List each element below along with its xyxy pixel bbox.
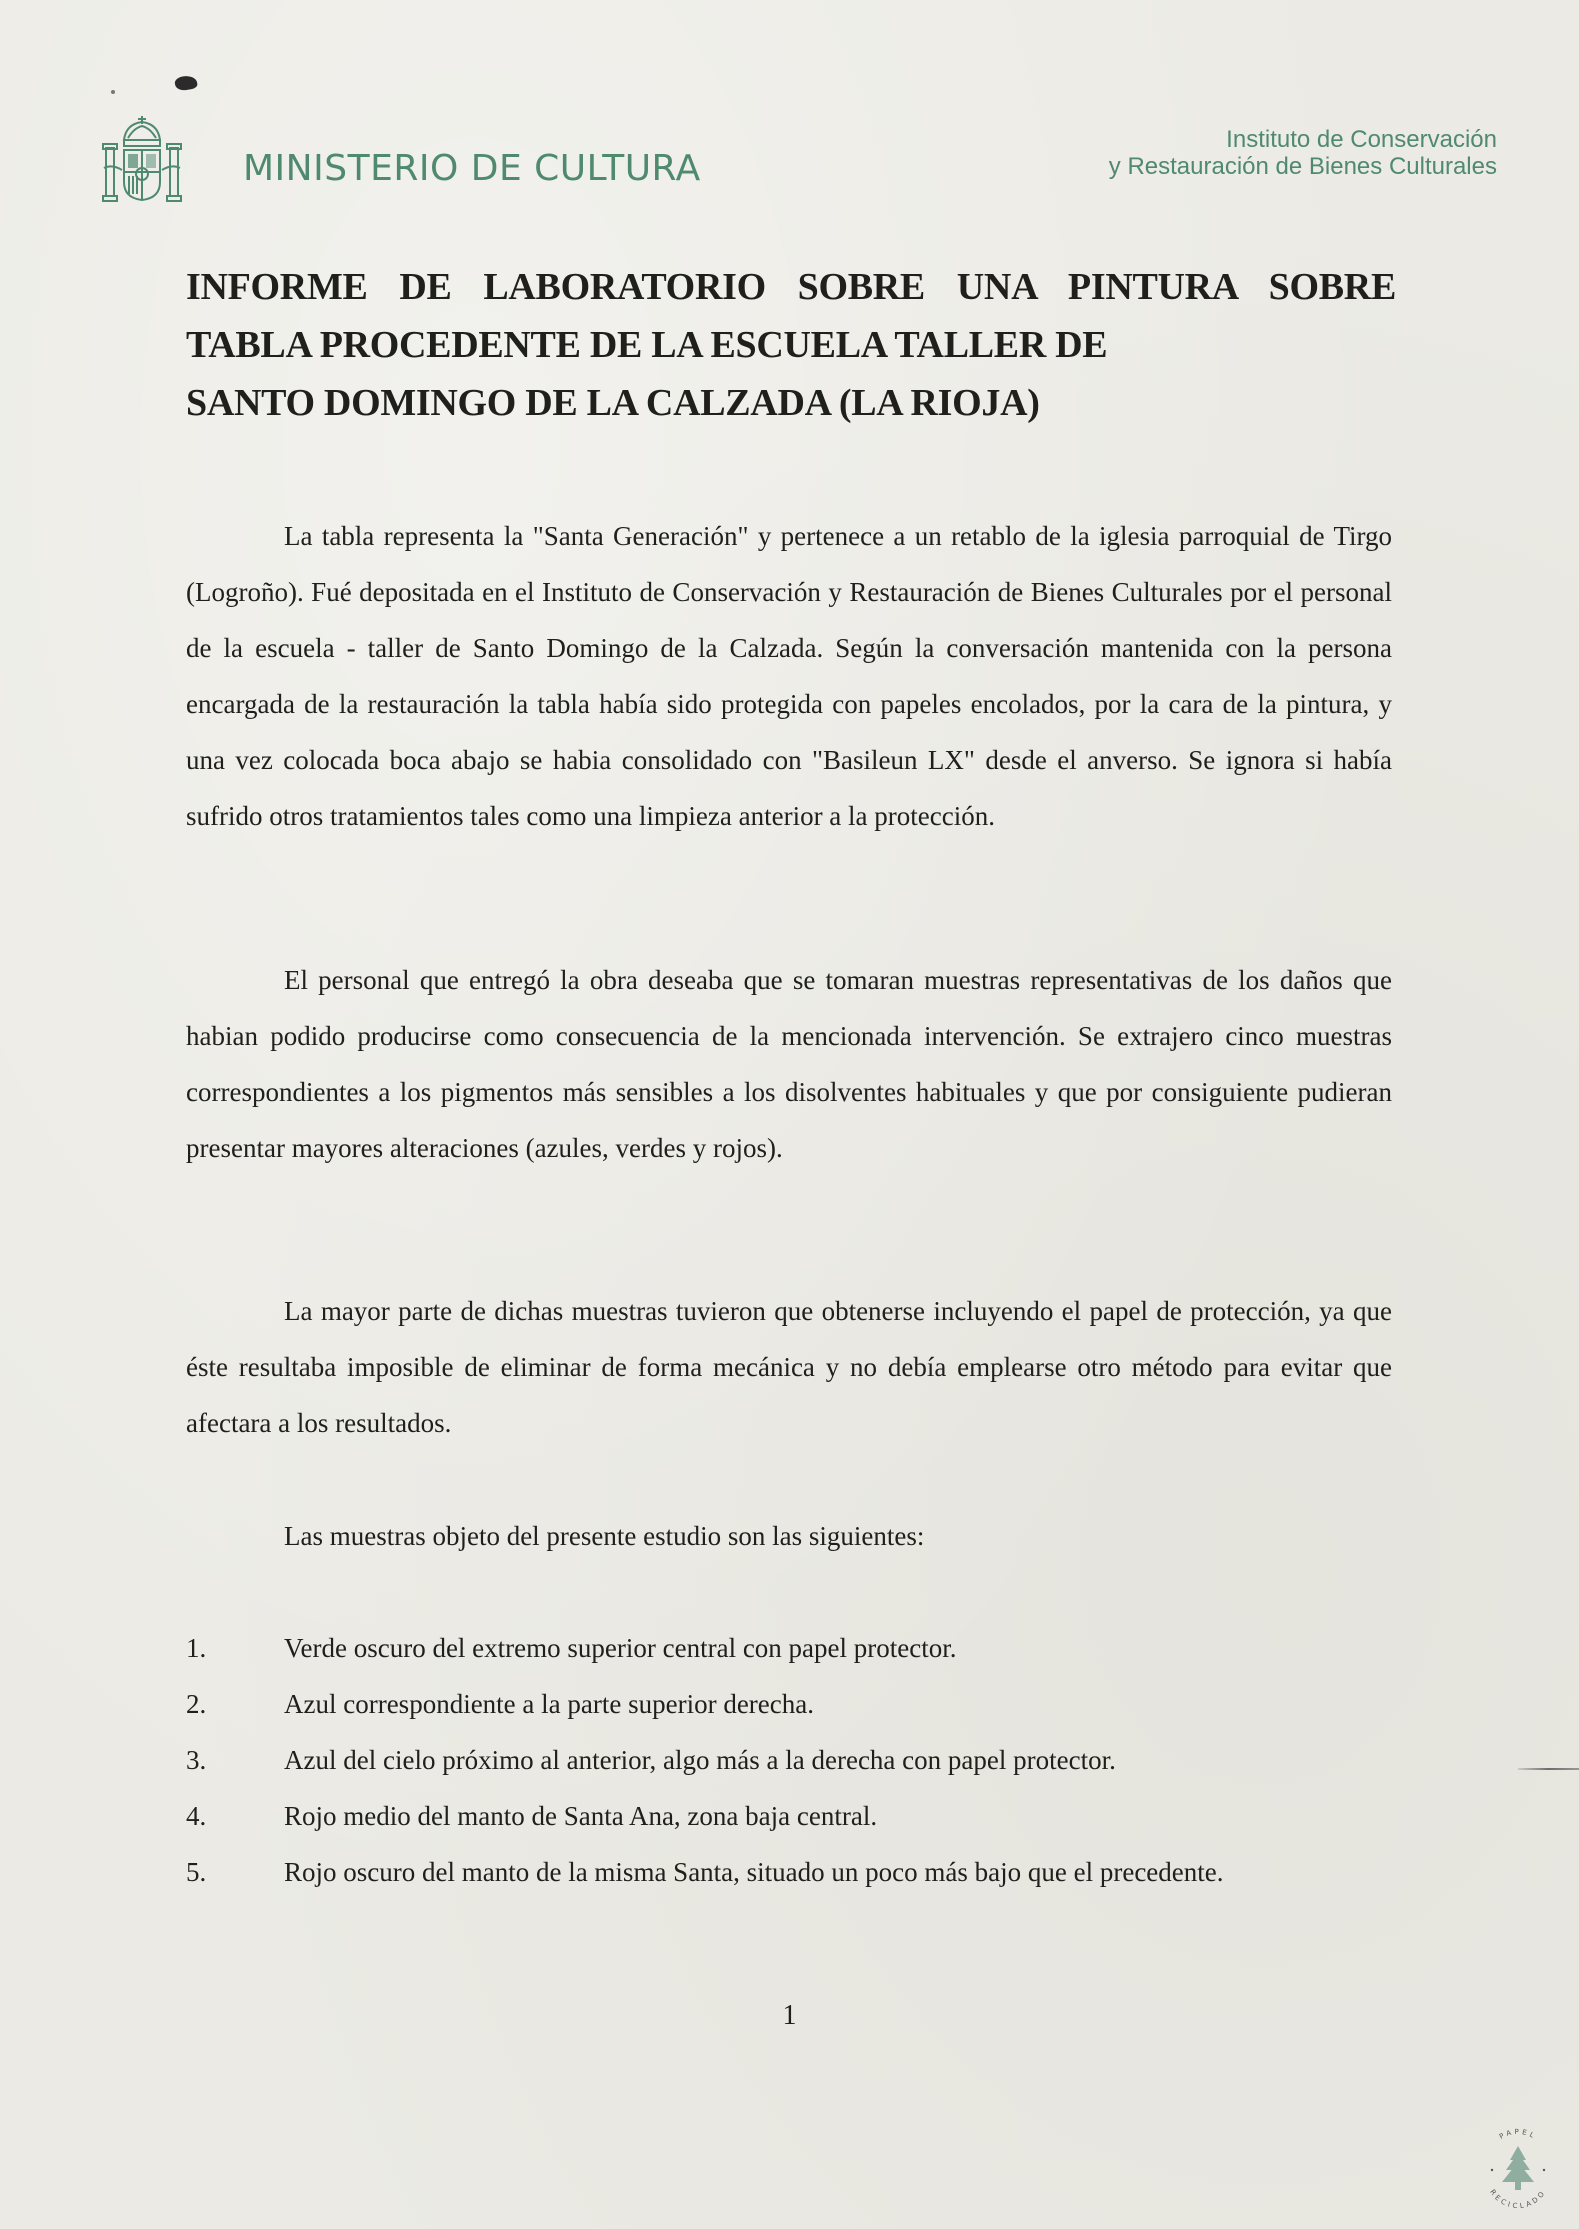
sample-number: 1. (186, 1633, 207, 1663)
scan-speck (111, 90, 115, 94)
title-line-1: INFORME DE LABORATORIO SOBRE UNA PINTURA SOBRE (186, 266, 1396, 308)
sample-item (186, 1788, 1392, 1844)
sample-number: 3. (186, 1745, 207, 1775)
svg-text:PAPEL (1498, 2128, 1538, 2141)
institute-line-2: y Restauración de Bienes Culturales (1108, 153, 1497, 180)
sample-number: 2. (186, 1689, 207, 1719)
sample-description: Rojo oscuro del manto de la misma Santa, situado un poco más bajo que el precedente. (284, 1857, 1224, 1887)
sample-description: Azul correspondiente a la parte superior derecha. (284, 1689, 814, 1719)
sample-description: Verde oscuro del extremo superior central con papel protector. (284, 1633, 957, 1663)
recycled-logo-bottom-text: RECICLADO (1488, 2188, 1548, 2211)
recycled-paper-tree-icon (1470, 2120, 1566, 2216)
institute-line-1: Instituto de Conservación (1226, 126, 1497, 153)
title-line-2: TABLA PROCEDENTE DE LA ESCUELA TALLER DE (186, 324, 1108, 366)
sample-description: Rojo medio del manto de Santa Ana, zona baja central. (284, 1801, 878, 1831)
page-number: 1 (782, 2000, 797, 2031)
sample-item (186, 1676, 1392, 1732)
sample-list (186, 1620, 1392, 1900)
sample-description: Azul del cielo próximo al anterior, algo más a la derecha con papel protector. (284, 1745, 1116, 1775)
institute-name (1109, 126, 1497, 180)
sample-item (186, 1844, 1392, 1900)
recycled-logo-top-text: PAPEL (1498, 2127, 1538, 2141)
paragraph-sampling: El personal que entregó la obra deseaba que se tomaran muestras representativas de los daños que habian podido producirse como consecuencia de la mencionada intervención. Se extrajero cinco muestras correspondientes a los pigmentos más sensibles a los disolventes habituales y que por consiguiente pudieran presentar mayores alteraciones (azules, verdes y rojos). (186, 965, 1392, 1163)
paragraph-intro: La tabla representa la "Santa Generación" y pertenece a un retablo de la iglesia parroquial de Tirgo (Logroño). Fué depositada en el Instituto de Conservación y Restauración de Bienes Culturales por el personal de la escuela - taller de Santo Domingo de la Calzada. Según la conversación mantenida con la persona encargada de la restauración la tabla había sido protegida con papeles encolados, por la cara de la pintura, y una vez colocada boca abajo se habia consolidado con "Basileun LX" desde el anverso. Se ignora si había sufrido otros tratamientos tales como una limpieza anterior a la protección. (186, 521, 1392, 831)
paragraph-samples-intro: Las muestras objeto del presente estudio son las siguientes: (284, 1521, 925, 1551)
sample-number: 4. (186, 1801, 207, 1831)
coat-of-arms-icon (100, 112, 184, 204)
report-title (186, 258, 1396, 432)
title-line-3: SANTO DOMINGO DE LA CALZADA (LA RIOJA) (186, 382, 1040, 424)
scan-line (1518, 1768, 1579, 1770)
ministry-name: MINISTERIO DE CULTURA (243, 148, 701, 189)
paragraph-protection-paper: La mayor parte de dichas muestras tuvieron que obtenerse incluyendo el papel de protección, ya que éste resultaba imposible de eliminar de forma mecánica y no debía emplearse otro método para evitar que afectara a los resultados. (186, 1296, 1392, 1438)
sample-item (186, 1620, 1392, 1676)
sample-item (186, 1732, 1392, 1788)
scan-mark (174, 74, 198, 92)
sample-number: 5. (186, 1857, 207, 1887)
svg-text:RECICLADO (1488, 2188, 1548, 2210)
